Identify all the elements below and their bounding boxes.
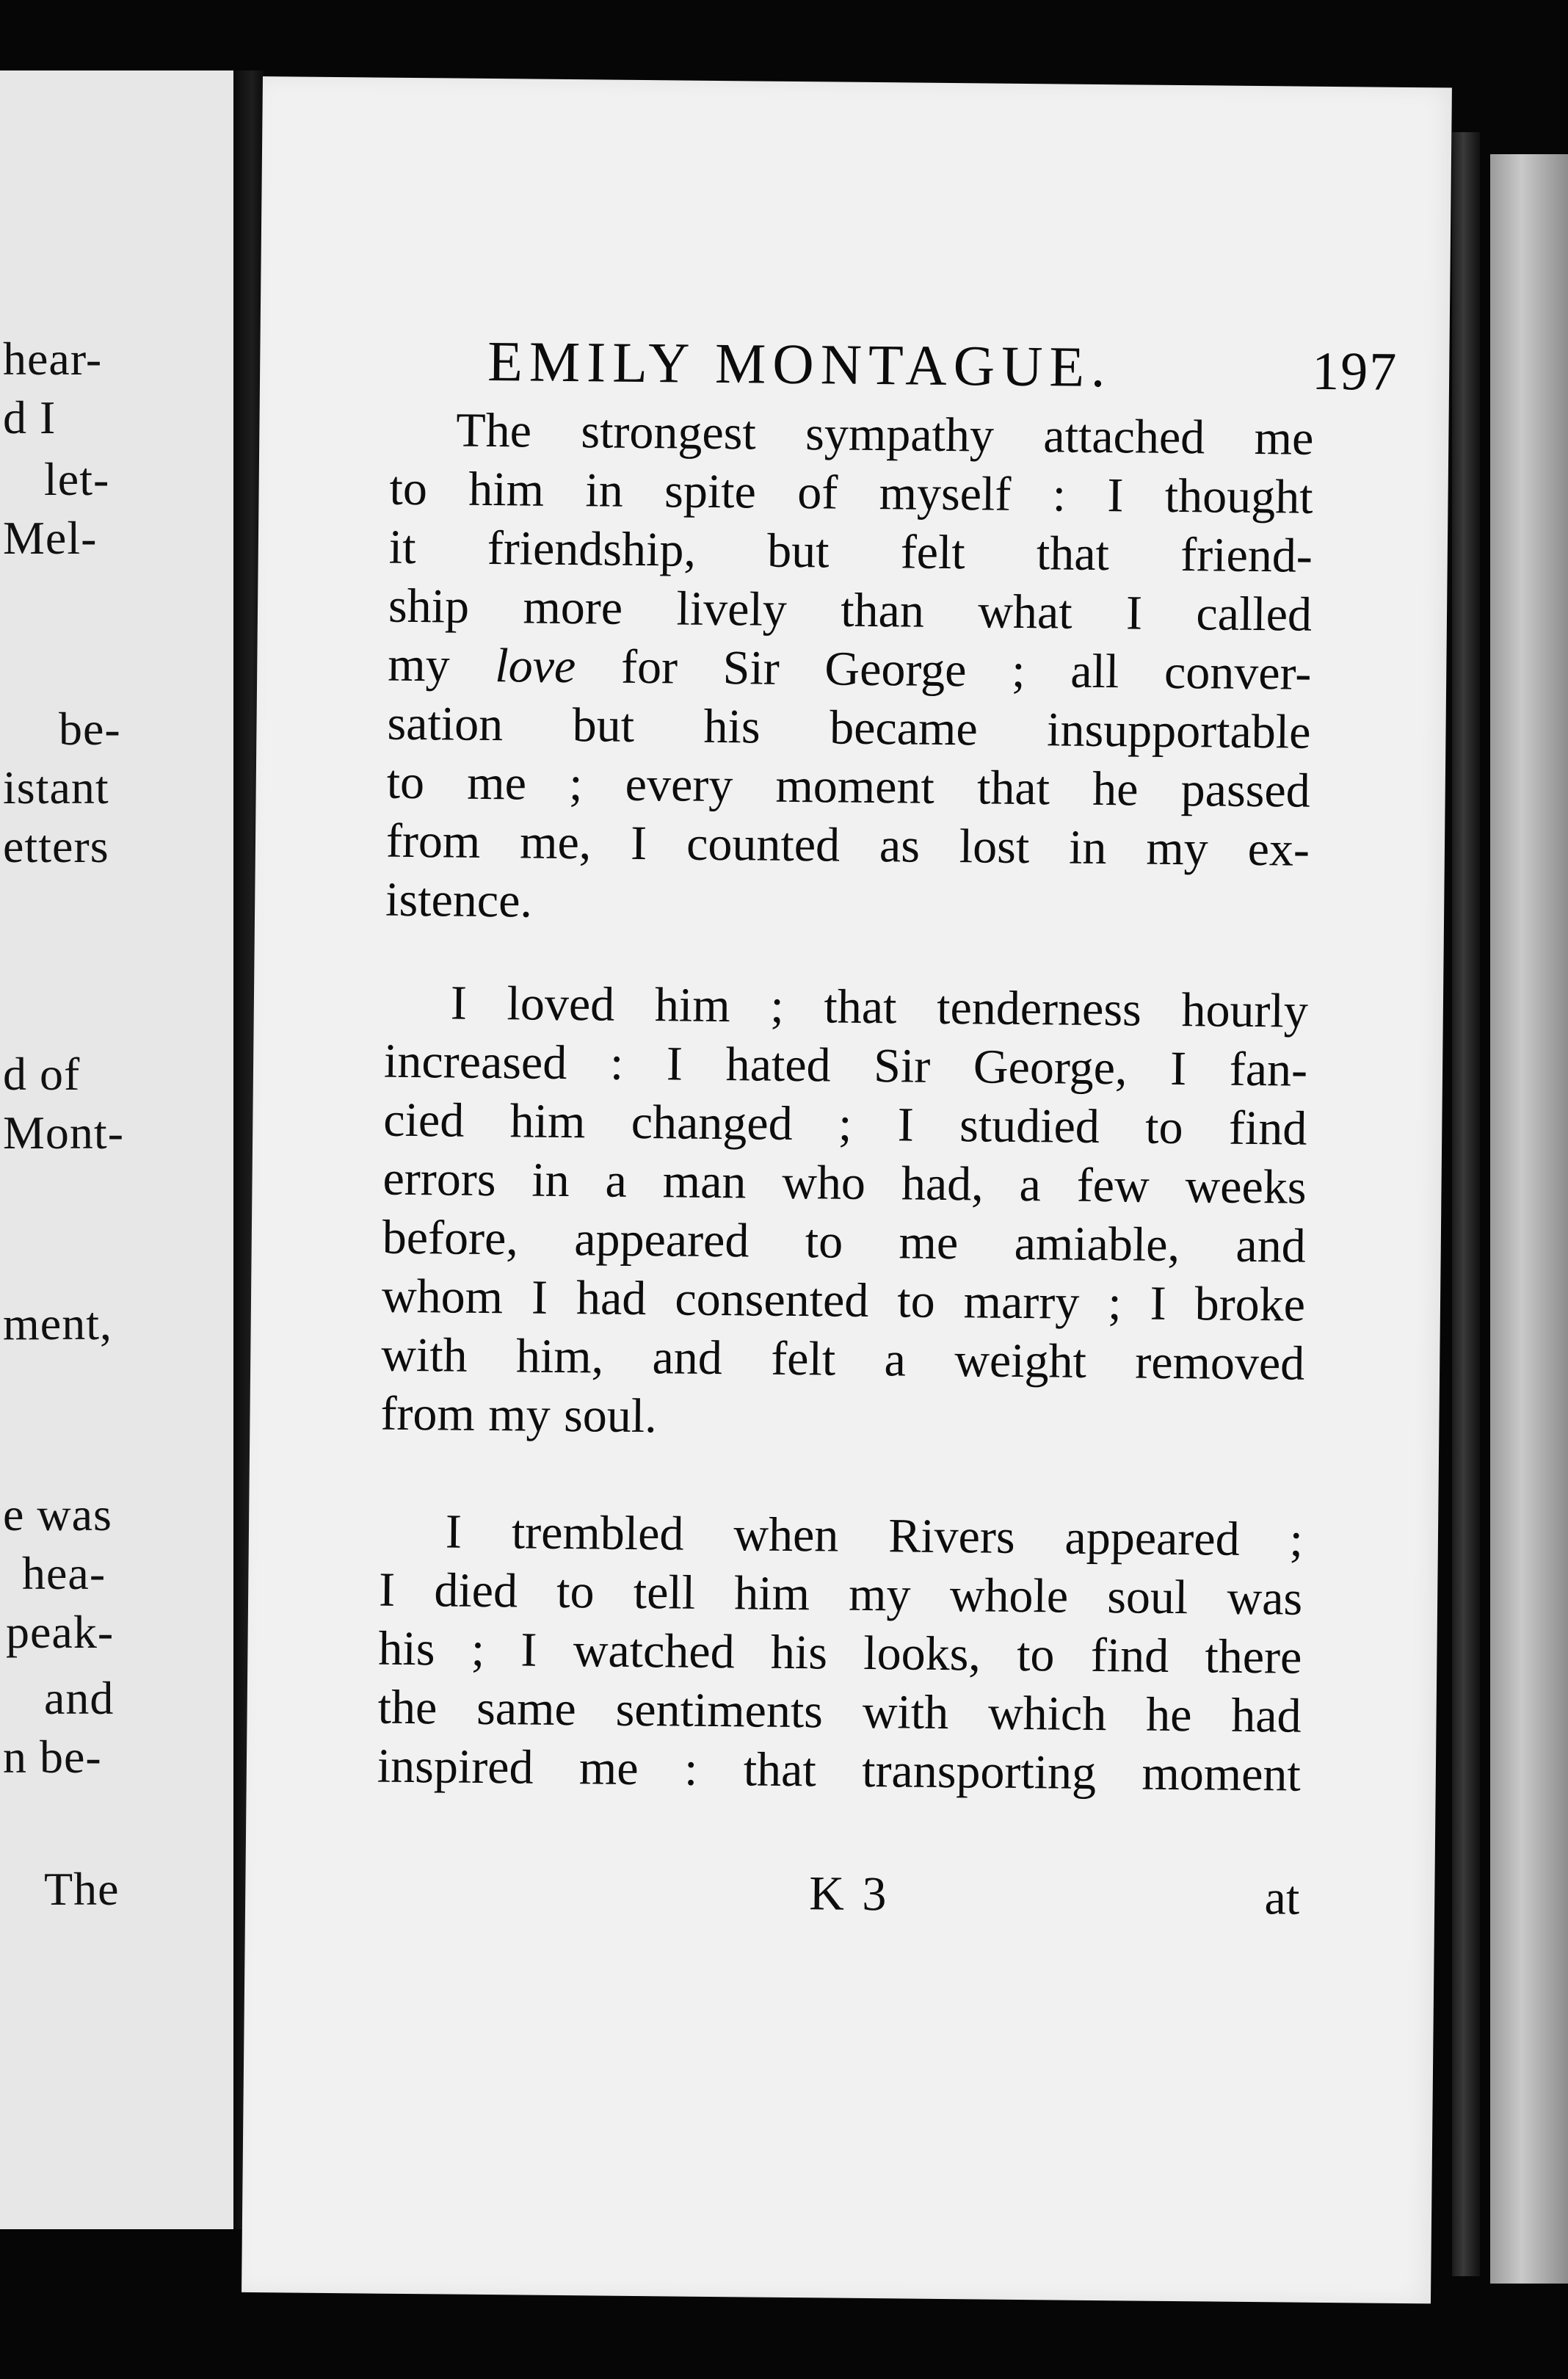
- text-line: my love for Sir George ; all conver-: [387, 637, 1312, 700]
- facing-line: Mel-: [3, 512, 98, 564]
- body-text: [375, 401, 1314, 2025]
- text-line: cied him changed ; I studied to find: [383, 1093, 1307, 1156]
- text-line: to me ; every moment that he passed: [386, 755, 1311, 818]
- signature-mark: K 3: [808, 1866, 890, 1922]
- text-line: inspired me : that transporting moment: [377, 1739, 1302, 1802]
- facing-page: [0, 70, 236, 2229]
- facing-line: hea-: [22, 1547, 106, 1599]
- text-line: The strongest sympathy attached me: [456, 403, 1314, 466]
- text-line: istence.: [385, 872, 533, 928]
- page-footer: [376, 1862, 1300, 1937]
- facing-line: etters: [3, 820, 109, 872]
- book-page: [242, 76, 1452, 2303]
- facing-line: istant: [3, 761, 109, 814]
- running-head: EMILY MONTAGUE.: [487, 328, 1112, 399]
- text-line: from my soul.: [380, 1386, 658, 1444]
- catchword: at: [1264, 1871, 1300, 1925]
- page-edges: [1490, 154, 1568, 2284]
- page-number: 197: [1311, 341, 1398, 402]
- facing-line: let-: [44, 453, 110, 505]
- text-line: I trembled when Rivers appeared ;: [445, 1504, 1304, 1567]
- facing-line: ment,: [3, 1297, 112, 1350]
- facing-line: be-: [59, 703, 121, 755]
- text-line: the same sentiments with which he had: [377, 1680, 1302, 1743]
- text-line: ship more lively than what I called: [388, 579, 1313, 642]
- text-line: before, appeared to me amiable, and: [382, 1210, 1307, 1273]
- facing-line: and: [44, 1672, 115, 1724]
- text-line: his ; I watched his looks, to find there: [378, 1621, 1302, 1684]
- emphasis-word: love: [495, 639, 576, 694]
- text-line: from me, I counted as lost in my ex-: [385, 814, 1310, 877]
- facing-line: Mont-: [3, 1107, 124, 1159]
- page-edge-shadow: [1452, 132, 1480, 2276]
- text-line: errors in a man who had, a few weeks: [382, 1151, 1307, 1214]
- text-line: sation but his became insupportable: [387, 696, 1311, 759]
- facing-line: e was: [3, 1488, 112, 1540]
- facing-line: d of: [3, 1048, 81, 1100]
- text-line: I died to tell him my whole soul was: [378, 1563, 1303, 1626]
- facing-line: peak-: [6, 1606, 115, 1658]
- text-line: I loved him ; that tenderness hourly: [450, 976, 1309, 1038]
- text-line: it friendship, but felt that friend-: [388, 520, 1313, 583]
- text-line: increased : I hated Sir George, I fan-: [383, 1034, 1308, 1097]
- facing-line: hear-: [3, 333, 103, 385]
- facing-line: n be-: [3, 1731, 102, 1783]
- facing-line: The: [44, 1863, 120, 1915]
- text-line: with him, and felt a weight removed: [380, 1328, 1305, 1391]
- text-line: whom I had consented to marry ; I broke: [381, 1269, 1306, 1332]
- text-line: to him in spite of myself : I thought: [389, 461, 1313, 524]
- facing-line: d I: [3, 391, 57, 443]
